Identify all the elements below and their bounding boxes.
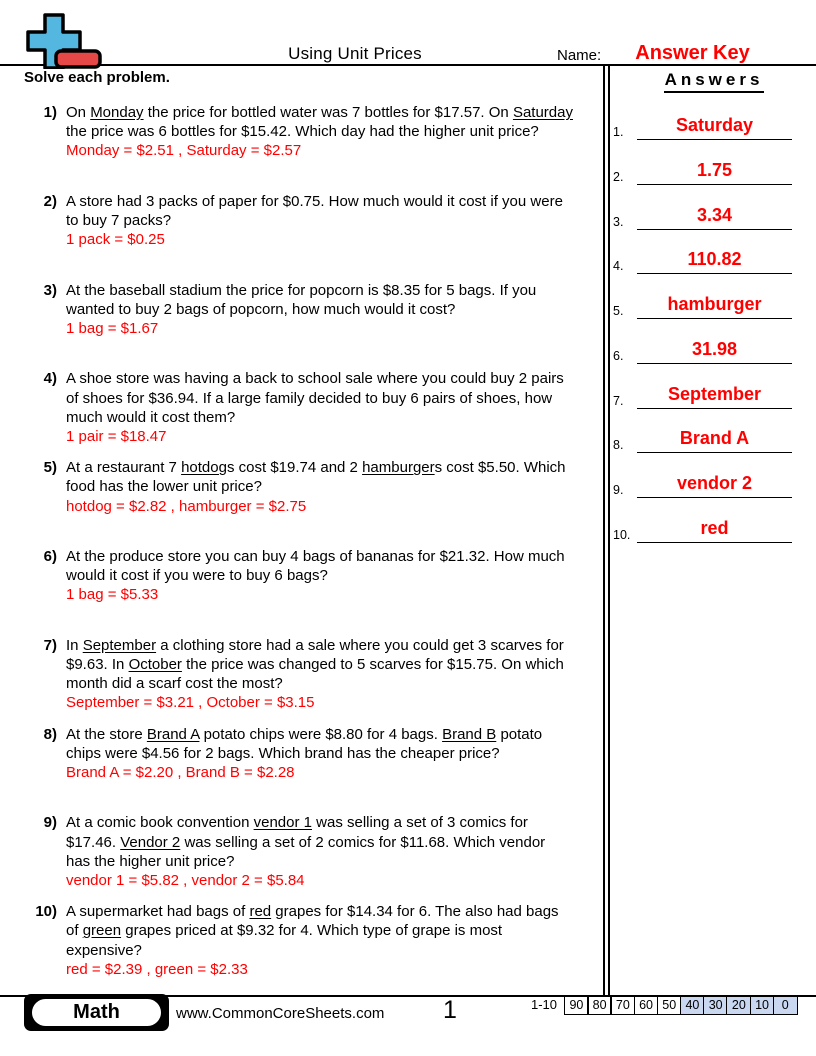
question-text-segment: At a restaurant 7 xyxy=(66,459,182,477)
question-text-segment: month did a scarf cost the most? xyxy=(66,675,283,693)
question-text-segment: potato xyxy=(496,725,543,743)
question-text-segment: was selling a set of 3 comics for xyxy=(311,814,528,832)
problem-number: 3) xyxy=(43,281,57,299)
question-text-segment: In xyxy=(66,636,83,654)
score-cell-80: 80 xyxy=(587,996,612,1015)
worked-answer: 1 pack = $0.25 xyxy=(66,231,165,249)
answer-blank-line xyxy=(637,497,792,498)
subject-badge xyxy=(24,994,169,1031)
answer-number: 3. xyxy=(613,214,624,229)
question-text-segment: to buy 7 packs? xyxy=(66,212,172,229)
score-cell-50: 50 xyxy=(657,996,682,1015)
question-text-segment: $9.63. In xyxy=(66,655,129,673)
question-text-segment: would it cost if you were to buy 6 bags? xyxy=(66,567,328,585)
score-cell-10: 10 xyxy=(750,996,775,1015)
question-text-segment: the price was 6 bottles for $15.42. Which day had the higher unit price? xyxy=(66,123,539,141)
question-text xyxy=(66,636,602,694)
question-text-segment: On xyxy=(66,104,91,121)
answer-blank-line xyxy=(637,139,792,140)
question-text xyxy=(66,725,602,763)
question-text-segment: s cost $19.74 and 2 xyxy=(226,459,363,477)
question-text-segment: potato chips were $8.80 for 4 bags. xyxy=(199,725,443,743)
question-text-segment: $17.46. xyxy=(66,833,121,851)
score-cell-70: 70 xyxy=(610,996,635,1015)
problem-body xyxy=(66,192,602,250)
worked-answer: 1 pair = $18.47 xyxy=(66,428,167,445)
answer-blank-line xyxy=(637,408,792,409)
answers-panel-header xyxy=(622,70,806,93)
problem-number: 9) xyxy=(43,814,57,832)
underlined-term: hotdog xyxy=(181,459,227,477)
question-text-segment: a clothing store had a sale where you could get 3 scarves for xyxy=(156,636,564,654)
question-text-segment: At the store xyxy=(66,725,147,743)
problem-2 xyxy=(24,192,602,281)
underlined-term: September xyxy=(82,636,157,654)
question-text-segment: was selling a set of 2 comics for $11.68. Which vendor xyxy=(180,833,546,851)
answer-value: hamburger xyxy=(667,294,762,314)
column-divider xyxy=(603,64,610,995)
worked-answer: Brand A = $2.20 , Brand B = $2.28 xyxy=(66,763,295,781)
answer-value: 110.82 xyxy=(687,249,742,270)
problem-number: 5) xyxy=(43,459,57,477)
answer-number: 7. xyxy=(613,393,624,408)
question-text-segment: of shoes for $36.94. If a large family decided to buy 6 pairs of shoes, how xyxy=(66,389,553,407)
question-text xyxy=(66,902,602,960)
instructions-text: Solve each problem. xyxy=(24,69,170,86)
problem-body xyxy=(66,369,602,446)
score-cell-30: 30 xyxy=(703,996,728,1015)
question-text xyxy=(66,458,602,496)
underlined-term: Saturday xyxy=(512,104,573,121)
answer-blank-line xyxy=(637,542,792,543)
question-text xyxy=(66,103,602,141)
answer-value: vendor 2 xyxy=(676,473,753,493)
question-text-segment: A supermarket had bags of xyxy=(66,903,250,921)
answer-blank-line xyxy=(637,229,792,230)
answer-row-1 xyxy=(613,103,792,140)
worked-answer: September = $3.21 , October = $3.15 xyxy=(66,694,315,712)
answer-value: 31.98 xyxy=(691,338,738,359)
answer-value: September xyxy=(667,383,762,404)
answer-number: 1. xyxy=(613,125,624,139)
answer-number: 5. xyxy=(613,304,624,318)
underlined-term: Monday xyxy=(90,104,144,121)
question-text-segment: At a comic book convention xyxy=(66,814,254,832)
question-text xyxy=(66,547,602,585)
problem-1 xyxy=(24,103,602,192)
problem-body xyxy=(66,902,602,979)
problem-10 xyxy=(24,902,602,991)
answer-value: Brand A xyxy=(679,428,750,449)
answer-value: 3.34 xyxy=(696,204,733,225)
underlined-term: Vendor 2 xyxy=(120,833,181,851)
problem-number: 7) xyxy=(43,636,57,654)
score-cell-0: 0 xyxy=(773,996,798,1015)
answer-number: 8. xyxy=(613,438,624,453)
underlined-term: green xyxy=(82,922,122,940)
answer-row-8 xyxy=(613,416,792,453)
answer-row-7 xyxy=(613,372,792,409)
question-text-segment: grapes priced at $9.32 for 4. Which type of grape is most xyxy=(121,922,503,940)
underlined-term: red xyxy=(249,903,272,921)
answer-blank-line xyxy=(637,318,792,319)
problem-body xyxy=(66,281,602,339)
problem-7 xyxy=(24,636,602,725)
problem-body xyxy=(66,725,602,783)
header-divider xyxy=(0,64,816,66)
problem-body xyxy=(66,458,602,516)
question-text xyxy=(66,192,602,230)
answer-value: Saturday xyxy=(675,115,754,135)
question-text-segment: A shoe store was having a back to school sale where you could buy 2 pairs xyxy=(66,370,564,388)
minus-icon xyxy=(56,51,100,67)
problem-6 xyxy=(24,547,602,636)
score-cell-60: 60 xyxy=(634,996,659,1015)
question-text-segment: the price for bottled water was 7 bottles for $17.57. On xyxy=(143,104,513,121)
problem-body xyxy=(66,547,602,605)
underlined-term: October xyxy=(128,655,182,673)
underlined-term: Brand B xyxy=(442,725,497,743)
answer-number: 10. xyxy=(613,527,631,542)
question-text xyxy=(66,281,602,319)
score-cell-40: 40 xyxy=(680,996,705,1015)
problem-4 xyxy=(24,369,602,458)
worked-answer: 1 bag = $1.67 xyxy=(66,320,159,337)
answer-blank-line xyxy=(637,452,792,453)
worked-answer: Monday = $2.51 , Saturday = $2.57 xyxy=(66,142,302,160)
question-text xyxy=(66,813,602,871)
name-label: Name: xyxy=(557,47,602,64)
question-text-segment: the price was changed to 5 scarves for $15.75. On which xyxy=(181,655,564,673)
question-text-segment: At the produce store you can buy 4 bags of bananas for $21.32. How much xyxy=(66,547,565,565)
answer-number: 4. xyxy=(613,259,624,274)
problem-number: 2) xyxy=(43,192,57,210)
question-text-segment: grapes for $14.34 for 6. The also had bags xyxy=(271,903,559,921)
underlined-term: Brand A xyxy=(146,725,200,743)
answer-number: 6. xyxy=(613,348,624,363)
answer-value: 1.75 xyxy=(696,159,733,180)
worked-answer: vendor 1 = $5.82 , vendor 2 = $5.84 xyxy=(66,871,305,889)
answer-blank-line xyxy=(637,273,792,274)
answer-blank-line xyxy=(637,184,792,185)
problem-body xyxy=(66,103,602,161)
underlined-term: hamburger xyxy=(362,459,435,477)
website-text: www.CommonCoreSheets.com xyxy=(176,1005,385,1022)
score-cell-90: 90 xyxy=(564,996,589,1015)
problem-9 xyxy=(24,813,602,902)
answer-number: 9. xyxy=(613,483,624,497)
answer-value: red xyxy=(700,517,729,538)
problem-number: 10) xyxy=(35,903,57,921)
problem-number: 4) xyxy=(43,370,57,388)
answer-row-3 xyxy=(613,193,792,230)
answer-blank-line xyxy=(637,363,792,364)
score-cell-20: 20 xyxy=(726,996,751,1015)
answer-row-9 xyxy=(613,461,792,498)
problem-number: 6) xyxy=(43,547,57,565)
problem-number: 1) xyxy=(43,104,57,121)
answers-title: Answers xyxy=(664,70,765,93)
question-text-segment: of xyxy=(66,922,83,940)
problem-number: 8) xyxy=(43,725,57,743)
problem-3 xyxy=(24,281,602,370)
answer-row-4 xyxy=(613,237,792,274)
problem-body xyxy=(66,636,602,713)
question-text-segment: has the higher unit price? xyxy=(66,852,235,870)
question-text-segment: s cost $5.50. Which xyxy=(434,459,566,477)
commoncoresheets-logo xyxy=(24,7,102,69)
page-number: 1 xyxy=(443,996,457,1024)
score-range-label: 1-10 xyxy=(531,997,558,1012)
worked-answer: red = $2.39 , green = $2.33 xyxy=(66,960,248,978)
problems-list xyxy=(24,103,602,991)
name-value-answer-key: Answer Key xyxy=(635,42,750,64)
problem-5 xyxy=(24,458,602,547)
score-strip xyxy=(531,996,798,1015)
worked-answer: 1 bag = $5.33 xyxy=(66,586,159,604)
question-text-segment: chips were $4.56 for 2 bags. Which brand has the cheaper price? xyxy=(66,744,500,762)
answer-row-5 xyxy=(613,282,792,319)
answer-number: 2. xyxy=(613,169,624,184)
problem-body xyxy=(66,813,602,890)
question-text-segment: much would it cost them? xyxy=(66,408,236,426)
question-text-segment: expensive? xyxy=(66,941,142,959)
problem-8 xyxy=(24,725,602,814)
question-text-segment: At the baseball stadium the price for popcorn is $8.35 for 5 bags. If you xyxy=(66,281,537,299)
answer-row-10 xyxy=(613,506,792,543)
question-text xyxy=(66,369,602,427)
worked-answer: hotdog = $2.82 , hamburger = $2.75 xyxy=(66,497,307,515)
question-text-segment: food has the lower unit price? xyxy=(66,478,262,496)
question-text-segment: wanted to buy 2 bags of popcorn, how much would it cost? xyxy=(66,300,456,318)
subject-label: Math xyxy=(32,999,161,1026)
page-title: Using Unit Prices xyxy=(288,44,422,63)
score-table xyxy=(564,996,798,1015)
answer-row-2 xyxy=(613,148,792,185)
answer-row-6 xyxy=(613,327,792,364)
question-text-segment: A store had 3 packs of paper for $0.75. How much would it cost if you were xyxy=(66,192,563,210)
underlined-term: vendor 1 xyxy=(253,814,312,832)
